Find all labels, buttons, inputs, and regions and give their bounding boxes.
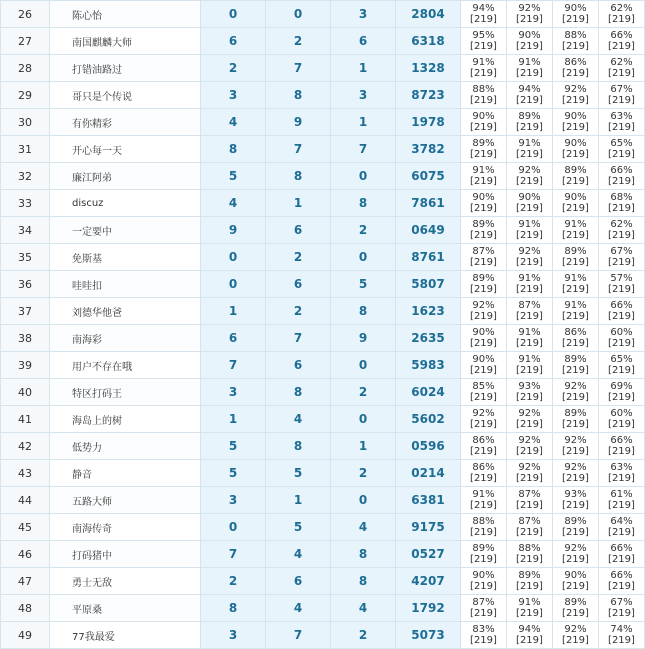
number-cell: 6075 <box>396 163 461 190</box>
rate-2-cell: 91%[219] <box>507 595 553 622</box>
rate-2-cell: 92%[219] <box>507 163 553 190</box>
rate-1-cell: 90%[219] <box>461 568 507 595</box>
rate-4-cell: 66%[219] <box>599 433 645 460</box>
digit-1-cell: 7 <box>201 541 266 568</box>
username-cell[interactable]: 哥只是个传说 <box>50 82 201 109</box>
digit-3-cell: 4 <box>331 595 396 622</box>
rate-4-cell: 66%[219] <box>599 298 645 325</box>
rate-4-cell: 62%[219] <box>599 217 645 244</box>
rate-4-cell: 69%[219] <box>599 379 645 406</box>
rate-1-cell: 91%[219] <box>461 55 507 82</box>
username-cell[interactable]: 打错油路过 <box>50 55 201 82</box>
rate-3-cell: 90%[219] <box>553 1 599 28</box>
rate-4-cell: 63%[219] <box>599 460 645 487</box>
number-cell: 5073 <box>396 622 461 649</box>
digit-1-cell: 5 <box>201 433 266 460</box>
number-cell: 6381 <box>396 487 461 514</box>
digit-1-cell: 3 <box>201 82 266 109</box>
digit-2-cell: 1 <box>266 487 331 514</box>
rate-3-cell: 92%[219] <box>553 460 599 487</box>
rate-2-cell: 87%[219] <box>507 487 553 514</box>
table-row <box>1 244 645 271</box>
rank-cell: 40 <box>1 379 50 406</box>
rate-4-cell: 60%[219] <box>599 406 645 433</box>
rate-1-cell: 87%[219] <box>461 244 507 271</box>
rank-cell: 47 <box>1 568 50 595</box>
rate-3-cell: 91%[219] <box>553 298 599 325</box>
digit-3-cell: 8 <box>331 541 396 568</box>
rate-3-cell: 89%[219] <box>553 595 599 622</box>
rate-2-cell: 94%[219] <box>507 622 553 649</box>
rate-3-cell: 90%[219] <box>553 190 599 217</box>
number-cell: 9175 <box>396 514 461 541</box>
table-row <box>1 1 645 28</box>
digit-3-cell: 7 <box>331 136 396 163</box>
rate-3-cell: 89%[219] <box>553 406 599 433</box>
digit-3-cell: 5 <box>331 271 396 298</box>
number-cell: 3782 <box>396 136 461 163</box>
table-row <box>1 514 645 541</box>
username-cell[interactable]: 陈心怡 <box>50 1 201 28</box>
rate-2-cell: 93%[219] <box>507 379 553 406</box>
rate-1-cell: 85%[219] <box>461 379 507 406</box>
digit-1-cell: 1 <box>201 298 266 325</box>
rate-1-cell: 87%[219] <box>461 595 507 622</box>
digit-1-cell: 4 <box>201 190 266 217</box>
rate-1-cell: 92%[219] <box>461 298 507 325</box>
digit-2-cell: 7 <box>266 136 331 163</box>
number-cell: 1978 <box>396 109 461 136</box>
rate-3-cell: 91%[219] <box>553 271 599 298</box>
table-row <box>1 136 645 163</box>
rate-4-cell: 66%[219] <box>599 568 645 595</box>
username-cell[interactable]: 一定要中 <box>50 217 201 244</box>
table-row <box>1 82 645 109</box>
digit-1-cell: 0 <box>201 244 266 271</box>
number-cell: 1792 <box>396 595 461 622</box>
table-row <box>1 460 645 487</box>
rate-4-cell: 67%[219] <box>599 595 645 622</box>
rank-cell: 37 <box>1 298 50 325</box>
rank-cell: 44 <box>1 487 50 514</box>
username-cell[interactable]: 刘德华他爸 <box>50 298 201 325</box>
rate-1-cell: 83%[219] <box>461 622 507 649</box>
table-row <box>1 568 645 595</box>
number-cell: 8723 <box>396 82 461 109</box>
rate-4-cell: 66%[219] <box>599 163 645 190</box>
rank-cell: 39 <box>1 352 50 379</box>
number-cell: 5602 <box>396 406 461 433</box>
rate-1-cell: 91%[219] <box>461 163 507 190</box>
rate-1-cell: 88%[219] <box>461 82 507 109</box>
username-cell[interactable]: 南海彩 <box>50 325 201 352</box>
digit-1-cell: 2 <box>201 568 266 595</box>
digit-1-cell: 7 <box>201 352 266 379</box>
digit-3-cell: 0 <box>331 406 396 433</box>
digit-1-cell: 0 <box>201 1 266 28</box>
digit-2-cell: 2 <box>266 28 331 55</box>
digit-3-cell: 2 <box>331 460 396 487</box>
rate-4-cell: 65%[219] <box>599 136 645 163</box>
username-cell[interactable]: 南国麒麟大师 <box>50 28 201 55</box>
digit-3-cell: 9 <box>331 325 396 352</box>
rate-3-cell: 91%[219] <box>553 217 599 244</box>
username-cell[interactable]: 开心每一天 <box>50 136 201 163</box>
rate-4-cell: 64%[219] <box>599 514 645 541</box>
rate-3-cell: 92%[219] <box>553 541 599 568</box>
rate-3-cell: 89%[219] <box>553 163 599 190</box>
digit-3-cell: 8 <box>331 190 396 217</box>
rate-3-cell: 90%[219] <box>553 568 599 595</box>
number-cell: 0527 <box>396 541 461 568</box>
username-cell[interactable]: 五路大师 <box>50 487 201 514</box>
rate-4-cell: 60%[219] <box>599 325 645 352</box>
rate-2-cell: 94%[219] <box>507 82 553 109</box>
username-cell[interactable]: 南海传奇 <box>50 514 201 541</box>
digit-3-cell: 4 <box>331 514 396 541</box>
digit-2-cell: 2 <box>266 244 331 271</box>
rank-cell: 42 <box>1 433 50 460</box>
digit-2-cell: 4 <box>266 595 331 622</box>
rate-2-cell: 91%[219] <box>507 55 553 82</box>
digit-1-cell: 5 <box>201 163 266 190</box>
rate-3-cell: 89%[219] <box>553 352 599 379</box>
table-row <box>1 352 645 379</box>
number-cell: 7861 <box>396 190 461 217</box>
table-row <box>1 109 645 136</box>
table-row <box>1 595 645 622</box>
rank-cell: 31 <box>1 136 50 163</box>
rate-1-cell: 91%[219] <box>461 487 507 514</box>
digit-3-cell: 2 <box>331 379 396 406</box>
digit-2-cell: 8 <box>266 82 331 109</box>
rate-4-cell: 57%[219] <box>599 271 645 298</box>
rate-2-cell: 89%[219] <box>507 568 553 595</box>
digit-2-cell: 7 <box>266 55 331 82</box>
digit-3-cell: 1 <box>331 433 396 460</box>
digit-1-cell: 9 <box>201 217 266 244</box>
digit-1-cell: 1 <box>201 406 266 433</box>
digit-2-cell: 6 <box>266 217 331 244</box>
table-row <box>1 487 645 514</box>
digit-3-cell: 8 <box>331 568 396 595</box>
digit-1-cell: 0 <box>201 514 266 541</box>
username-cell[interactable]: 勇士无敌 <box>50 568 201 595</box>
rank-cell: 26 <box>1 1 50 28</box>
rate-1-cell: 89%[219] <box>461 217 507 244</box>
table-row <box>1 406 645 433</box>
rate-4-cell: 62%[219] <box>599 55 645 82</box>
username-cell[interactable]: 海岛上的树 <box>50 406 201 433</box>
rate-2-cell: 92%[219] <box>507 244 553 271</box>
rate-1-cell: 86%[219] <box>461 460 507 487</box>
number-cell: 0649 <box>396 217 461 244</box>
rate-1-cell: 89%[219] <box>461 136 507 163</box>
number-cell: 6318 <box>396 28 461 55</box>
rate-1-cell: 90%[219] <box>461 109 507 136</box>
rate-2-cell: 90%[219] <box>507 28 553 55</box>
username-cell[interactable]: 哇哇扣 <box>50 271 201 298</box>
table-row <box>1 55 645 82</box>
username-cell[interactable]: 77我最爱 <box>50 622 201 649</box>
digit-3-cell: 0 <box>331 487 396 514</box>
username-cell[interactable]: 有你精彩 <box>50 109 201 136</box>
table-row <box>1 541 645 568</box>
digit-1-cell: 3 <box>201 379 266 406</box>
digit-3-cell: 0 <box>331 163 396 190</box>
rate-1-cell: 90%[219] <box>461 352 507 379</box>
table-row <box>1 163 645 190</box>
rate-3-cell: 89%[219] <box>553 244 599 271</box>
digit-1-cell: 0 <box>201 271 266 298</box>
number-cell: 6024 <box>396 379 461 406</box>
rate-3-cell: 86%[219] <box>553 325 599 352</box>
username-cell[interactable]: 用户不存在哦 <box>50 352 201 379</box>
rank-cell: 36 <box>1 271 50 298</box>
username-cell[interactable]: 打码猪中 <box>50 541 201 568</box>
rate-1-cell: 89%[219] <box>461 271 507 298</box>
digit-1-cell: 2 <box>201 55 266 82</box>
digit-2-cell: 8 <box>266 163 331 190</box>
digit-2-cell: 6 <box>266 568 331 595</box>
rank-cell: 35 <box>1 244 50 271</box>
rate-1-cell: 90%[219] <box>461 325 507 352</box>
digit-1-cell: 6 <box>201 28 266 55</box>
digit-3-cell: 2 <box>331 217 396 244</box>
digit-3-cell: 1 <box>331 109 396 136</box>
digit-3-cell: 3 <box>331 1 396 28</box>
rate-3-cell: 92%[219] <box>553 622 599 649</box>
rate-3-cell: 90%[219] <box>553 136 599 163</box>
rank-cell: 45 <box>1 514 50 541</box>
rank-cell: 43 <box>1 460 50 487</box>
rank-cell: 29 <box>1 82 50 109</box>
digit-1-cell: 4 <box>201 109 266 136</box>
rate-2-cell: 89%[219] <box>507 109 553 136</box>
table-row <box>1 325 645 352</box>
rate-4-cell: 66%[219] <box>599 28 645 55</box>
rate-1-cell: 88%[219] <box>461 514 507 541</box>
rate-1-cell: 89%[219] <box>461 541 507 568</box>
digit-2-cell: 6 <box>266 352 331 379</box>
rate-1-cell: 90%[219] <box>461 190 507 217</box>
digit-1-cell: 6 <box>201 325 266 352</box>
username-cell[interactable]: 静音 <box>50 460 201 487</box>
rate-3-cell: 89%[219] <box>553 514 599 541</box>
rate-1-cell: 95%[219] <box>461 28 507 55</box>
rate-4-cell: 65%[219] <box>599 352 645 379</box>
digit-2-cell: 2 <box>266 298 331 325</box>
rate-2-cell: 92%[219] <box>507 1 553 28</box>
rate-2-cell: 91%[219] <box>507 352 553 379</box>
digit-3-cell: 3 <box>331 82 396 109</box>
rate-2-cell: 91%[219] <box>507 136 553 163</box>
digit-1-cell: 8 <box>201 136 266 163</box>
number-cell: 8761 <box>396 244 461 271</box>
digit-3-cell: 2 <box>331 622 396 649</box>
rate-2-cell: 87%[219] <box>507 298 553 325</box>
number-cell: 1623 <box>396 298 461 325</box>
rate-3-cell: 86%[219] <box>553 55 599 82</box>
table-row <box>1 28 645 55</box>
digit-2-cell: 1 <box>266 190 331 217</box>
digit-2-cell: 8 <box>266 379 331 406</box>
digit-2-cell: 6 <box>266 271 331 298</box>
digit-3-cell: 6 <box>331 28 396 55</box>
digit-3-cell: 0 <box>331 352 396 379</box>
rank-cell: 38 <box>1 325 50 352</box>
username-cell[interactable]: 免斯基 <box>50 244 201 271</box>
rate-3-cell: 92%[219] <box>553 379 599 406</box>
rate-3-cell: 90%[219] <box>553 109 599 136</box>
rate-2-cell: 87%[219] <box>507 514 553 541</box>
username-cell[interactable]: 特区打码王 <box>50 379 201 406</box>
table-row <box>1 433 645 460</box>
digit-1-cell: 8 <box>201 595 266 622</box>
rank-cell: 28 <box>1 55 50 82</box>
number-cell: 1328 <box>396 55 461 82</box>
digit-2-cell: 0 <box>266 1 331 28</box>
ranking-table-body <box>1 1 645 649</box>
rank-cell: 27 <box>1 28 50 55</box>
rank-cell: 34 <box>1 217 50 244</box>
rank-cell: 32 <box>1 163 50 190</box>
table-row <box>1 298 645 325</box>
number-cell: 4207 <box>396 568 461 595</box>
digit-1-cell: 5 <box>201 460 266 487</box>
rate-4-cell: 63%[219] <box>599 109 645 136</box>
rank-cell: 48 <box>1 595 50 622</box>
rate-4-cell: 67%[219] <box>599 82 645 109</box>
digit-2-cell: 5 <box>266 514 331 541</box>
username-cell[interactable]: 低势力 <box>50 433 201 460</box>
number-cell: 2804 <box>396 1 461 28</box>
rate-4-cell: 68%[219] <box>599 190 645 217</box>
table-row <box>1 217 645 244</box>
rate-1-cell: 92%[219] <box>461 406 507 433</box>
username-cell[interactable]: discuz <box>50 190 201 217</box>
rate-1-cell: 86%[219] <box>461 433 507 460</box>
number-cell: 5807 <box>396 271 461 298</box>
digit-1-cell: 3 <box>201 622 266 649</box>
number-cell: 5983 <box>396 352 461 379</box>
digit-3-cell: 1 <box>331 55 396 82</box>
rate-2-cell: 92%[219] <box>507 460 553 487</box>
rank-cell: 30 <box>1 109 50 136</box>
rate-2-cell: 90%[219] <box>507 190 553 217</box>
username-cell[interactable]: 廉江阿弟 <box>50 163 201 190</box>
rank-cell: 33 <box>1 190 50 217</box>
rate-3-cell: 88%[219] <box>553 28 599 55</box>
rate-3-cell: 93%[219] <box>553 487 599 514</box>
digit-2-cell: 7 <box>266 622 331 649</box>
digit-2-cell: 9 <box>266 109 331 136</box>
username-cell[interactable]: 平原桑 <box>50 595 201 622</box>
rate-1-cell: 94%[219] <box>461 1 507 28</box>
digit-3-cell: 8 <box>331 298 396 325</box>
rank-cell: 49 <box>1 622 50 649</box>
digit-2-cell: 8 <box>266 433 331 460</box>
number-cell: 0596 <box>396 433 461 460</box>
number-cell: 2635 <box>396 325 461 352</box>
digit-2-cell: 4 <box>266 406 331 433</box>
rate-2-cell: 91%[219] <box>507 217 553 244</box>
digit-3-cell: 0 <box>331 244 396 271</box>
rate-4-cell: 61%[219] <box>599 487 645 514</box>
rate-3-cell: 92%[219] <box>553 82 599 109</box>
rate-2-cell: 92%[219] <box>507 433 553 460</box>
rate-2-cell: 92%[219] <box>507 406 553 433</box>
rate-2-cell: 91%[219] <box>507 325 553 352</box>
number-cell: 0214 <box>396 460 461 487</box>
table-row <box>1 379 645 406</box>
rate-4-cell: 62%[219] <box>599 1 645 28</box>
digit-2-cell: 7 <box>266 325 331 352</box>
rate-4-cell: 66%[219] <box>599 541 645 568</box>
digit-2-cell: 4 <box>266 541 331 568</box>
table-row <box>1 190 645 217</box>
digit-2-cell: 5 <box>266 460 331 487</box>
rate-4-cell: 74%[219] <box>599 622 645 649</box>
table-row <box>1 271 645 298</box>
rank-cell: 46 <box>1 541 50 568</box>
rate-3-cell: 92%[219] <box>553 433 599 460</box>
table-row <box>1 622 645 649</box>
rate-2-cell: 91%[219] <box>507 271 553 298</box>
rate-2-cell: 88%[219] <box>507 541 553 568</box>
rank-cell: 41 <box>1 406 50 433</box>
rate-4-cell: 67%[219] <box>599 244 645 271</box>
digit-1-cell: 3 <box>201 487 266 514</box>
